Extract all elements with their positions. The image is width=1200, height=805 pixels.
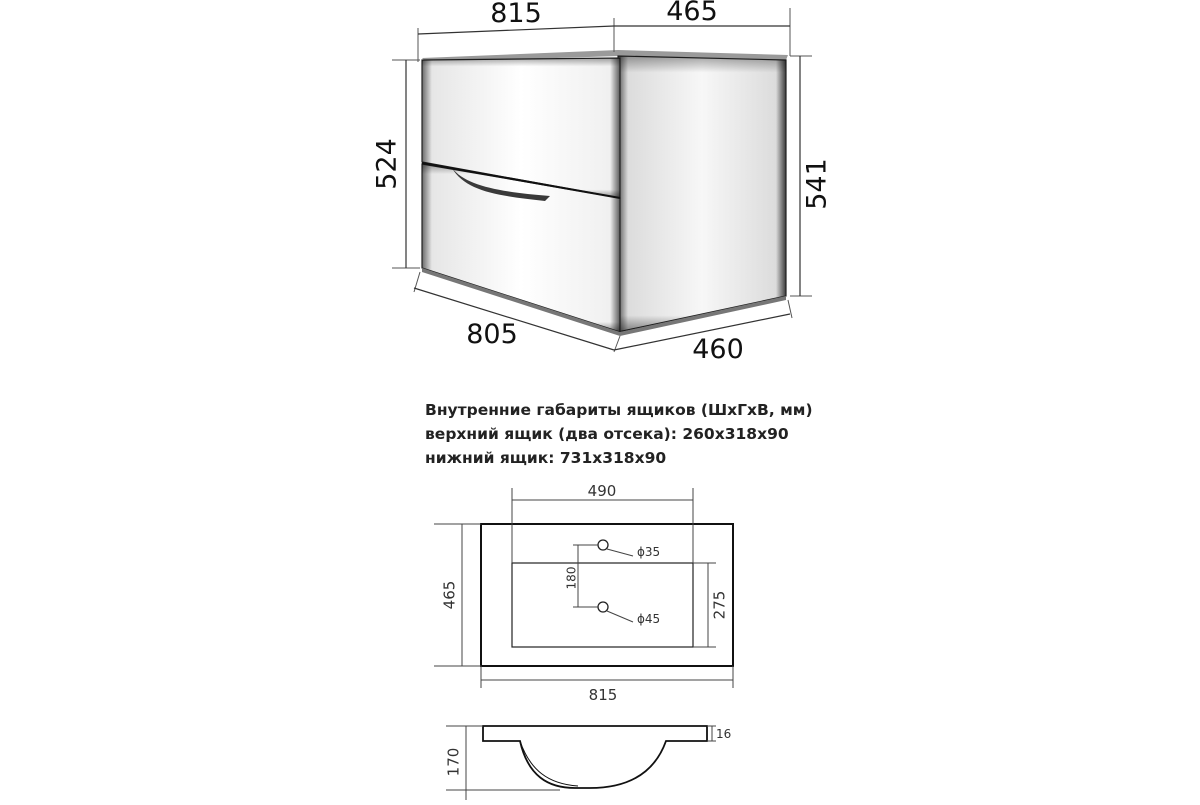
sink-section-profile	[483, 726, 707, 788]
rim-thickness-label: 16	[716, 727, 732, 741]
sink-depth-label: 465	[440, 580, 459, 610]
cabinet-total-height-label: 541	[801, 158, 833, 210]
drawer-dimensions-notes	[425, 398, 945, 470]
sink-section-drawing	[445, 726, 732, 800]
lower-drawer-note: нижний ящик: 731х318х90	[425, 449, 667, 467]
cabinet-width-bottom-label: 805	[466, 319, 518, 350]
sink-bowl-outline	[512, 563, 693, 647]
cabinet-depth-bottom-label: 460	[692, 334, 744, 365]
sink-height-label: 170	[444, 747, 463, 777]
cabinet-width-top-label: 815	[490, 0, 542, 29]
bowl-width-label: 490	[587, 482, 617, 500]
sink-plan-drawing	[434, 482, 733, 704]
tap-hole	[598, 540, 608, 550]
cabinet-front-height-label: 524	[371, 138, 403, 190]
sink-width-label: 815	[588, 686, 618, 704]
drain-hole	[598, 602, 608, 612]
cabinet-drawing	[372, 0, 833, 365]
bowl-depth-label: 275	[710, 590, 729, 620]
tap-hole-label: ϕ35	[637, 545, 661, 559]
hole-spacing-label: 180	[564, 566, 579, 590]
upper-drawer-note: верхний ящик (два отсека): 260х318х90	[425, 425, 789, 443]
sink-outline	[481, 524, 733, 666]
cabinet-depth-top-label: 465	[666, 0, 718, 27]
drain-hole-label: ϕ45	[637, 612, 661, 626]
notes-heading: Внутренние габариты ящиков (ШхГхВ, мм)	[425, 401, 813, 419]
